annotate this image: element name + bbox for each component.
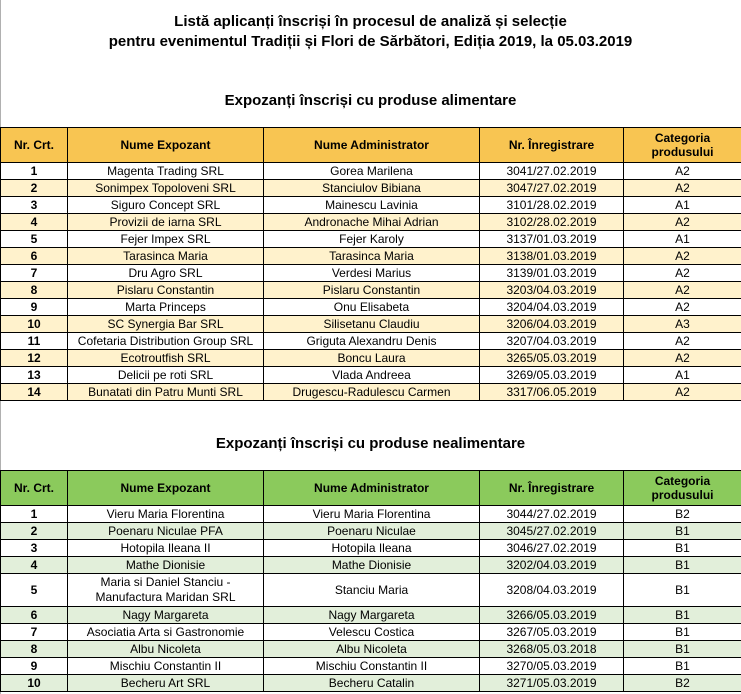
cell-nr: 4 xyxy=(1,214,68,231)
cell-expozant: Cofetaria Distribution Group SRL xyxy=(68,333,264,350)
cell-administrator: Tarasinca Maria xyxy=(264,248,480,265)
table-row xyxy=(1,180,741,197)
header-categorie xyxy=(624,128,741,163)
cell-nr: 6 xyxy=(1,248,68,265)
table-row xyxy=(1,248,741,265)
cell-inregistrare: 3041/27.02.2019 xyxy=(480,163,624,180)
cell-inregistrare: 3045/27.02.2019 xyxy=(480,523,624,540)
cell-inregistrare: 3271/05.03.2019 xyxy=(480,675,624,692)
table-row xyxy=(1,333,741,350)
table-row xyxy=(1,367,741,384)
header-administrator: Nume Administrator xyxy=(264,471,480,506)
cell-nr: 13 xyxy=(1,367,68,384)
table-row xyxy=(1,557,741,574)
table-row xyxy=(1,214,741,231)
cell-inregistrare: 3139/01.03.2019 xyxy=(480,265,624,282)
header-inregistrare: Nr. Înregistrare xyxy=(480,128,624,163)
cell-expozant: Fejer Impex SRL xyxy=(68,231,264,248)
cell-inregistrare: 3269/05.03.2019 xyxy=(480,367,624,384)
cell-categorie: A2 xyxy=(624,282,741,299)
cell-administrator: Vieru Maria Florentina xyxy=(264,506,480,523)
table-row xyxy=(1,350,741,367)
cell-categorie: B1 xyxy=(624,658,741,675)
cell-nr: 4 xyxy=(1,557,68,574)
table-row xyxy=(1,574,741,607)
cell-inregistrare: 3266/05.03.2019 xyxy=(480,607,624,624)
nonfood-exhibitors-table xyxy=(0,470,741,692)
table-row xyxy=(1,265,741,282)
cell-administrator: Stanciu Maria xyxy=(264,574,480,607)
table-row xyxy=(1,641,741,658)
cell-categorie: A2 xyxy=(624,163,741,180)
table-row xyxy=(1,540,741,557)
table-row xyxy=(1,675,741,692)
cell-expozant: Magenta Trading SRL xyxy=(68,163,264,180)
header-categorie-line-2: produsului xyxy=(651,488,714,502)
cell-administrator: Drugescu-Radulescu Carmen xyxy=(264,384,480,401)
cell-expozant: Vieru Maria Florentina xyxy=(68,506,264,523)
cell-inregistrare: 3270/05.03.2019 xyxy=(480,658,624,675)
header-categorie xyxy=(624,471,741,506)
cell-categorie: A2 xyxy=(624,384,741,401)
cell-inregistrare: 3265/05.03.2019 xyxy=(480,350,624,367)
header-categorie-line-2: produsului xyxy=(651,145,714,159)
page-title-line-2: pentru evenimentul Tradiții și Flori de Sărbători, Ediția 2019, la 05.03.2019 xyxy=(108,33,633,50)
cell-nr: 9 xyxy=(1,658,68,675)
cell-nr: 8 xyxy=(1,282,68,299)
table-row xyxy=(1,506,741,523)
cell-expozant: Ecotroutfish SRL xyxy=(68,350,264,367)
cell-nr: 1 xyxy=(1,163,68,180)
food-table-body xyxy=(1,163,741,401)
cell-expozant: Mathe Dionisie xyxy=(68,557,264,574)
cell-nr: 10 xyxy=(1,675,68,692)
cell-categorie: A1 xyxy=(624,197,741,214)
cell-categorie: A2 xyxy=(624,180,741,197)
header-inregistrare: Nr. Înregistrare xyxy=(480,471,624,506)
cell-nr: 9 xyxy=(1,299,68,316)
cell-administrator: Nagy Margareta xyxy=(264,607,480,624)
table-row xyxy=(1,299,741,316)
food-exhibitors-table xyxy=(0,127,741,401)
cell-categorie: A2 xyxy=(624,299,741,316)
cell-expozant: Becheru Art SRL xyxy=(68,675,264,692)
cell-inregistrare: 3268/05.03.2018 xyxy=(480,641,624,658)
cell-expozant: Delicii pe roti SRL xyxy=(68,367,264,384)
cell-nr: 5 xyxy=(1,231,68,248)
cell-administrator: Verdesi Marius xyxy=(264,265,480,282)
cell-categorie: A1 xyxy=(624,367,741,384)
cell-administrator: Fejer Karoly xyxy=(264,231,480,248)
cell-categorie: B1 xyxy=(624,540,741,557)
cell-administrator: Velescu Costica xyxy=(264,624,480,641)
table-row xyxy=(1,197,741,214)
cell-administrator: Pislaru Constantin xyxy=(264,282,480,299)
cell-categorie: B1 xyxy=(624,641,741,658)
cell-inregistrare: 3047/27.02.2019 xyxy=(480,180,624,197)
table-row xyxy=(1,282,741,299)
header-nr: Nr. Crt. xyxy=(1,128,68,163)
cell-categorie: B1 xyxy=(624,624,741,641)
cell-categorie: A1 xyxy=(624,231,741,248)
cell-nr: 2 xyxy=(1,180,68,197)
cell-administrator: Vlada Andreea xyxy=(264,367,480,384)
cell-administrator: Silisetanu Claudiu xyxy=(264,316,480,333)
table-row xyxy=(1,316,741,333)
cell-categorie: B2 xyxy=(624,506,741,523)
table-header-row xyxy=(1,128,741,163)
cell-categorie: B1 xyxy=(624,557,741,574)
header-nr: Nr. Crt. xyxy=(1,471,68,506)
header-expozant: Nume Expozant xyxy=(68,128,264,163)
table-row xyxy=(1,607,741,624)
cell-nr: 12 xyxy=(1,350,68,367)
cell-administrator: Mathe Dionisie xyxy=(264,557,480,574)
cell-administrator: Griguta Alexandru Denis xyxy=(264,333,480,350)
table-row xyxy=(1,163,741,180)
cell-categorie: B1 xyxy=(624,607,741,624)
cell-inregistrare: 3203/04.03.2019 xyxy=(480,282,624,299)
cell-nr: 1 xyxy=(1,506,68,523)
cell-categorie: A3 xyxy=(624,316,741,333)
section-title-nonfood: Expozanți înscriși cu produse nealimentare xyxy=(215,435,526,452)
cell-inregistrare: 3267/05.03.2019 xyxy=(480,624,624,641)
cell-expozant: Pislaru Constantin xyxy=(68,282,264,299)
cell-categorie: A2 xyxy=(624,333,741,350)
cell-inregistrare: 3137/01.03.2019 xyxy=(480,231,624,248)
cell-nr: 8 xyxy=(1,641,68,658)
cell-categorie: A2 xyxy=(624,214,741,231)
cell-categorie: A2 xyxy=(624,248,741,265)
cell-categorie: A2 xyxy=(624,350,741,367)
nonfood-table-body xyxy=(1,506,741,692)
cell-categorie: B2 xyxy=(624,675,741,692)
cell-administrator: Andronache Mihai Adrian xyxy=(264,214,480,231)
cell-categorie: B1 xyxy=(624,574,741,607)
cell-inregistrare: 3044/27.02.2019 xyxy=(480,506,624,523)
cell-administrator: Mainescu Lavinia xyxy=(264,197,480,214)
cell-nr: 7 xyxy=(1,265,68,282)
header-administrator: Nume Administrator xyxy=(264,128,480,163)
cell-categorie: B1 xyxy=(624,523,741,540)
header-categorie-line-1: Categoria xyxy=(654,131,711,145)
cell-expozant: Poenaru Niculae PFA xyxy=(68,523,264,540)
table-header-row xyxy=(1,471,741,506)
cell-nr: 10 xyxy=(1,316,68,333)
cell-administrator: Poenaru Niculae xyxy=(264,523,480,540)
cell-expozant: Albu Nicoleta xyxy=(68,641,264,658)
cell-inregistrare: 3206/04.03.2019 xyxy=(480,316,624,333)
cell-inregistrare: 3102/28.02.2019 xyxy=(480,214,624,231)
cell-inregistrare: 3202/04.03.2019 xyxy=(480,557,624,574)
cell-administrator: Onu Elisabeta xyxy=(264,299,480,316)
cell-categorie: A2 xyxy=(624,265,741,282)
cell-expozant: Sonimpex Topoloveni SRL xyxy=(68,180,264,197)
cell-expozant: Asociatia Arta si Gastronomie xyxy=(68,624,264,641)
cell-administrator: Mischiu Constantin II xyxy=(264,658,480,675)
cell-inregistrare: 3207/04.03.2019 xyxy=(480,333,624,350)
table-row xyxy=(1,624,741,641)
table-row xyxy=(1,231,741,248)
cell-nr: 3 xyxy=(1,197,68,214)
cell-administrator: Hotopila Ileana xyxy=(264,540,480,557)
cell-expozant: SC Synergia Bar SRL xyxy=(68,316,264,333)
cell-expozant: Provizii de iarna SRL xyxy=(68,214,264,231)
cell-nr: 11 xyxy=(1,333,68,350)
cell-inregistrare: 3138/01.03.2019 xyxy=(480,248,624,265)
cell-inregistrare: 3208/04.03.2019 xyxy=(480,574,624,607)
cell-inregistrare: 3101/28.02.2019 xyxy=(480,197,624,214)
page-title-line-1: Listă aplicanți înscriși în procesul de analiză și selecție xyxy=(174,13,567,30)
cell-administrator: Stanciulov Bibiana xyxy=(264,180,480,197)
cell-inregistrare: 3204/04.03.2019 xyxy=(480,299,624,316)
cell-nr: 5 xyxy=(1,574,68,607)
cell-nr: 3 xyxy=(1,540,68,557)
cell-nr: 7 xyxy=(1,624,68,641)
header-categorie-line-1: Categoria xyxy=(654,474,711,488)
cell-administrator: Albu Nicoleta xyxy=(264,641,480,658)
cell-expozant: Bunatati din Patru Munti SRL xyxy=(68,384,264,401)
cell-expozant: Marta Princeps xyxy=(68,299,264,316)
cell-nr: 14 xyxy=(1,384,68,401)
cell-expozant: Dru Agro SRL xyxy=(68,265,264,282)
cell-expozant: Tarasinca Maria xyxy=(68,248,264,265)
cell-expozant: Siguro Concept SRL xyxy=(68,197,264,214)
section-title-food: Expozanți înscriși cu produse alimentare xyxy=(224,92,517,109)
table-row xyxy=(1,523,741,540)
cell-nr: 6 xyxy=(1,607,68,624)
cell-inregistrare: 3317/06.05.2019 xyxy=(480,384,624,401)
header-expozant: Nume Expozant xyxy=(68,471,264,506)
cell-administrator: Gorea Marilena xyxy=(264,163,480,180)
cell-expozant: Nagy Margareta xyxy=(68,607,264,624)
page-title xyxy=(0,12,741,52)
cell-inregistrare: 3046/27.02.2019 xyxy=(480,540,624,557)
cell-nr: 2 xyxy=(1,523,68,540)
cell-administrator: Boncu Laura xyxy=(264,350,480,367)
cell-expozant: Hotopila Ileana II xyxy=(68,540,264,557)
table-row xyxy=(1,384,741,401)
table-row xyxy=(1,658,741,675)
cell-expozant: Mischiu Constantin II xyxy=(68,658,264,675)
cell-expozant: Maria si Daniel Stanciu - Manufactura Maridan SRL xyxy=(68,574,264,607)
cell-administrator: Becheru Catalin xyxy=(264,675,480,692)
